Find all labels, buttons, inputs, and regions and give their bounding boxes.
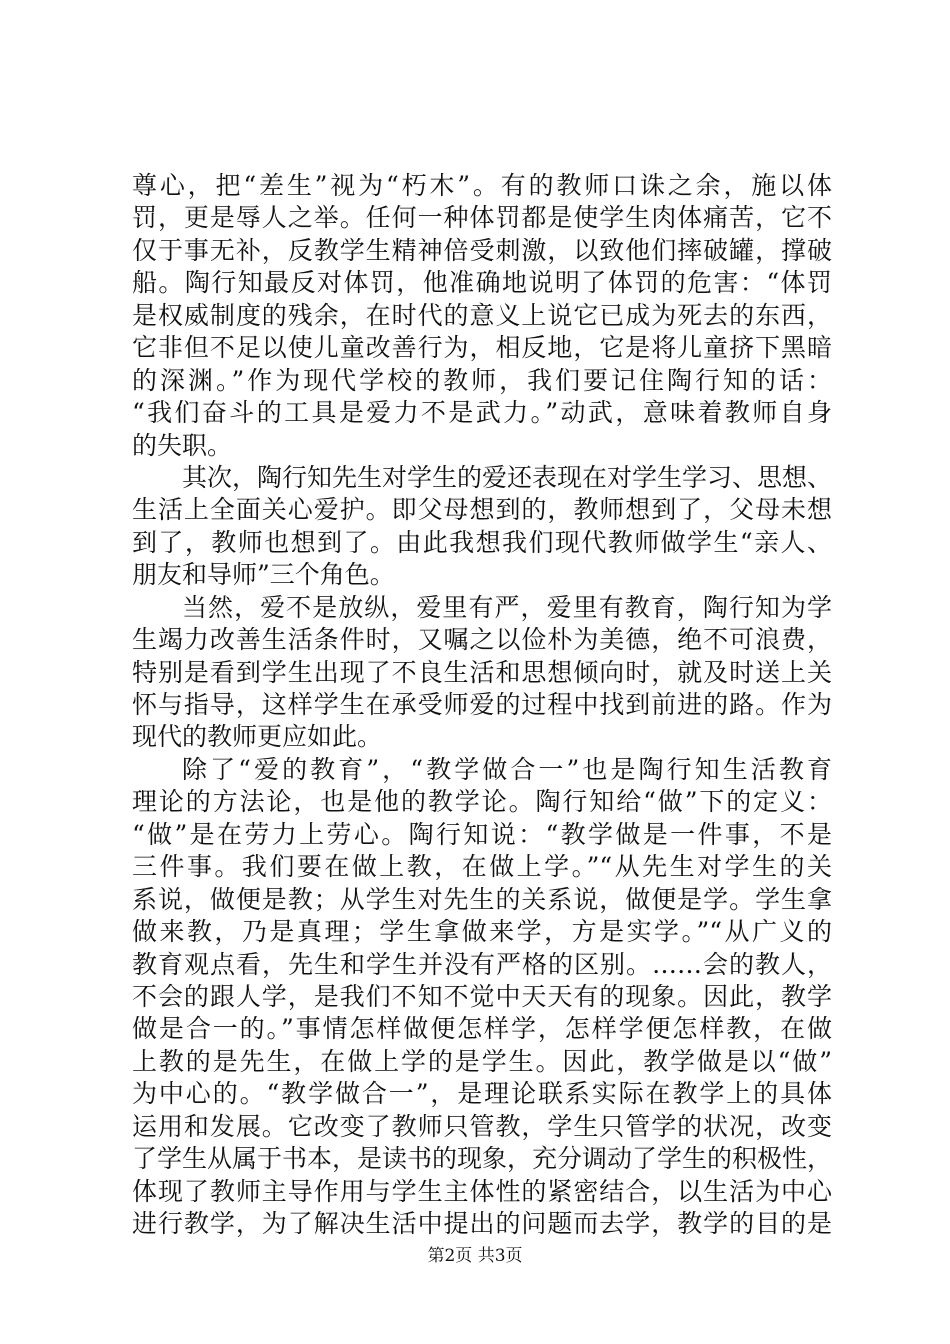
- text-line: 特别是看到学生出现了不良生活和思想倾向时，就及时送上关: [132, 657, 832, 687]
- text-line: 是权威制度的残余，在时代的意义上说它已成为死去的东西，: [132, 300, 832, 330]
- text-line: 当然，爱不是放纵，爱里有严，爱里有教育，陶行知为学: [182, 592, 832, 622]
- text-line: 运用和发展。它改变了教师只管教，学生只管学的状况，改变: [132, 1111, 832, 1141]
- body-text: [132, 170, 832, 1240]
- text-line: 罚，更是辱人之举。任何一种体罚都是使学生肉体痛苦，它不: [132, 203, 832, 233]
- text-line: 上教的是先生，在做上学的是学生。因此，教学做是以“做”: [132, 1046, 832, 1076]
- text-line: 教育观点看，先生和学生并没有严格的区别。……会的教人，: [132, 949, 832, 979]
- text-line: 系说，做便是教；从学生对先生的关系说，做便是学。学生拿: [132, 884, 832, 914]
- text-line: 尊心，把“差生”视为“朽木”。有的教师口诛之余，施以体: [132, 171, 832, 200]
- text-line: 朋友和导师”三个角色。: [132, 560, 395, 590]
- text-line: 其次，陶行知先生对学生的爱还表现在对学生学习、思想、: [182, 462, 833, 492]
- text-line: “做”是在劳力上劳心。陶行知说：“教学做是一件事，不是: [132, 819, 832, 849]
- text-line: 生竭力改善生活条件时，又嘱之以俭朴为美德，绝不可浪费，: [132, 625, 832, 655]
- text-line: 体现了教师主导作用与学生主体性的紧密结合，以生活为中心: [132, 1176, 832, 1206]
- text-line: 了学生从属于书本，是读书的现象，充分调动了学生的积极性，: [132, 1144, 833, 1174]
- text-line: 理论的方法论，也是他的教学论。陶行知给“做”下的定义：: [132, 787, 832, 817]
- text-line: 现代的教师更应如此。: [132, 722, 383, 752]
- text-line: 做来教，乃是真理；学生拿做来学，方是实学。”“从广义的: [132, 917, 832, 947]
- text-line: 不会的跟人学，是我们不知不觉中天天有的现象。因此，教学: [132, 981, 832, 1011]
- text-line: 到了，教师也想到了。由此我想我们现代教师做学生“亲人、: [132, 527, 832, 557]
- text-line: 进行教学，为了解决生活中提出的问题而去学，教学的目的是: [132, 1209, 832, 1238]
- text-line: 除了“爱的教育”，“教学做合一”也是陶行知生活教育: [182, 754, 832, 784]
- text-line: 怀与指导，这样学生在承受师爱的过程中找到前进的路。作为: [132, 690, 832, 719]
- text-line: 为中心的。“教学做合一”，是理论联系实际在教学上的具体: [132, 1079, 832, 1109]
- text-line: 的失职。: [132, 430, 233, 460]
- page-footer: 第2页 共3页: [427, 1246, 523, 1266]
- text-line: 仅于事无补，反教学生精神倍受刺激，以致他们摔破罐，撑破: [132, 235, 832, 265]
- text-line: 它非但不足以使儿童改善行为，相反地，它是将儿童挤下黑暗: [132, 333, 832, 363]
- text-line: “我们奋斗的工具是爱力不是武力。”动武，意味着教师自身: [132, 398, 832, 428]
- text-line: 三件事。我们要在做上教，在做上学。”“从先生对学生的关: [132, 852, 832, 882]
- text-line: 生活上全面关心爱护。即父母想到的，教师想到了，父母未想: [132, 495, 832, 525]
- text-line: 做是合一的。”事情怎样做便怎样学，怎样学便怎样教，在做: [132, 1014, 832, 1044]
- text-line: 的深渊。”作为现代学校的教师，我们要记住陶行知的话：: [132, 365, 832, 395]
- text-line: 船。陶行知最反对体罚，他准确地说明了体罚的危害：“体罚: [132, 268, 832, 298]
